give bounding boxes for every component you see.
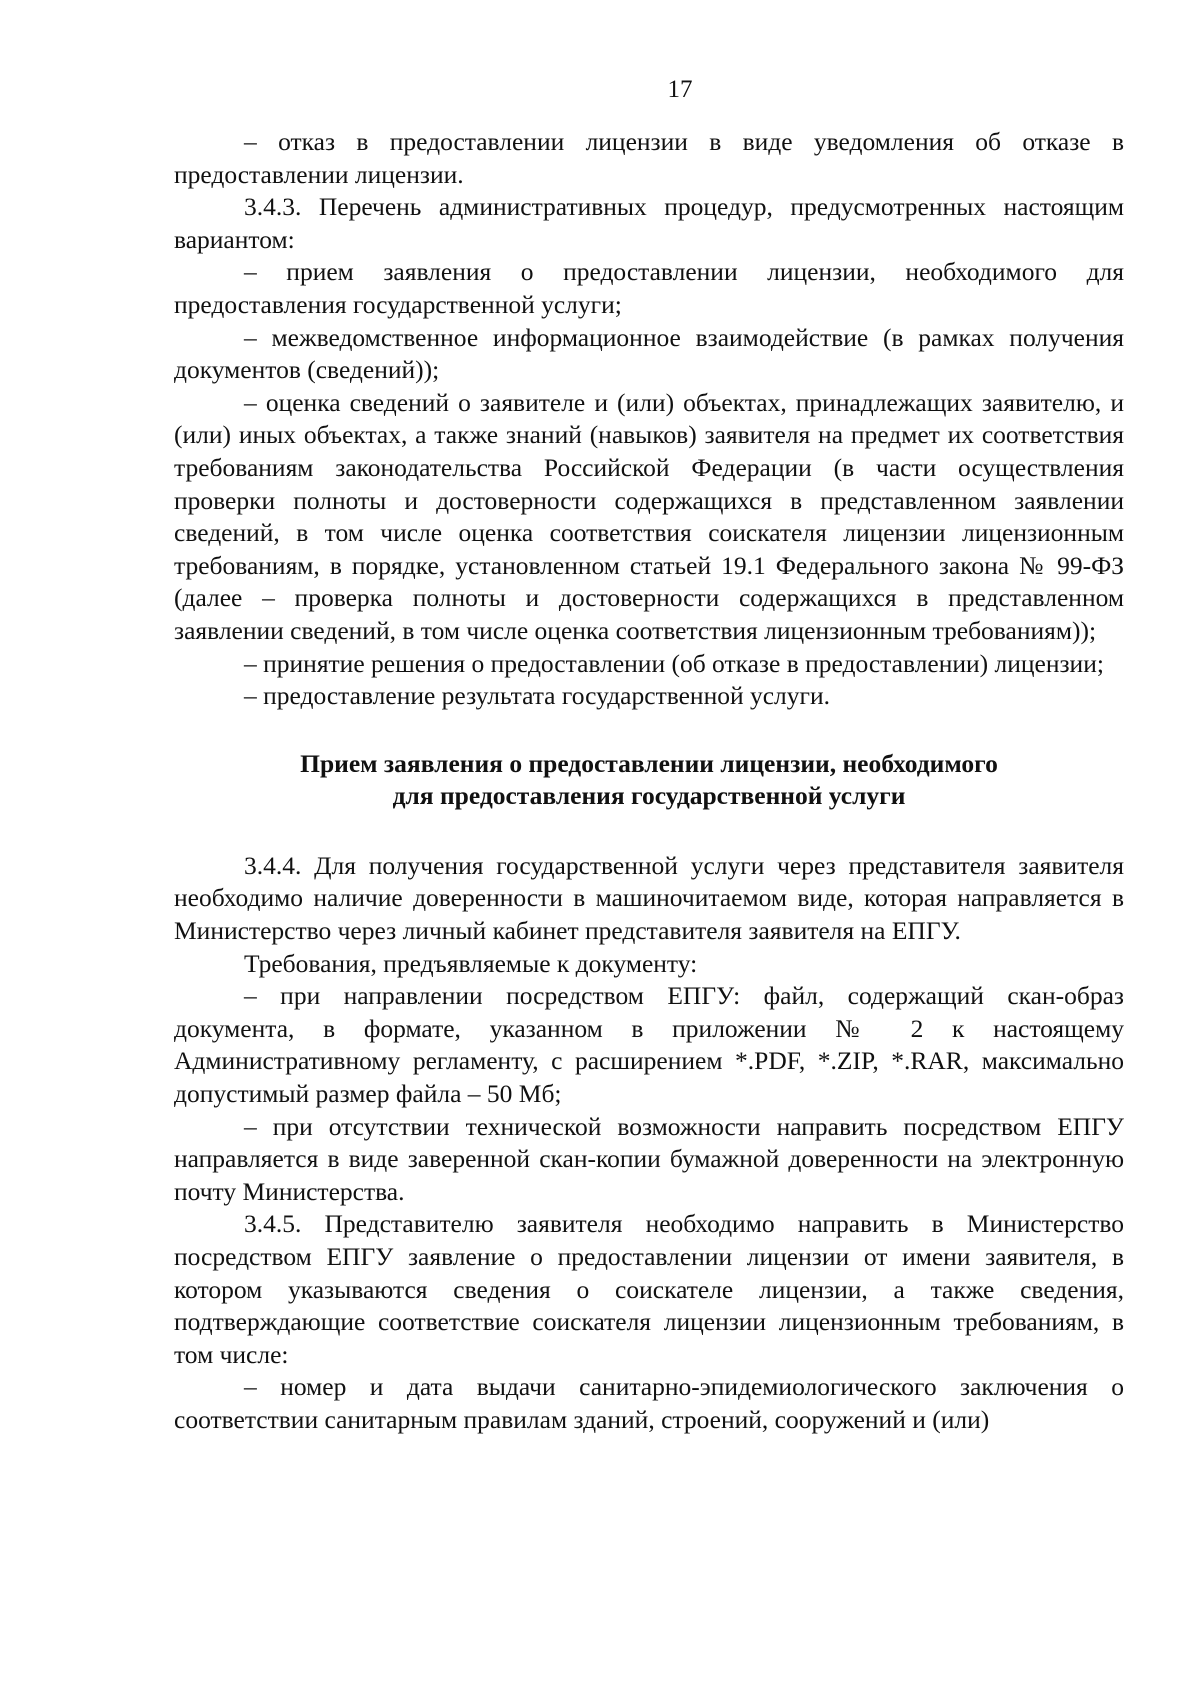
section-heading-line: для предоставления государственной услуги [392, 781, 906, 811]
paragraph: Требования, предъявляемые к документу: [244, 948, 698, 978]
section-heading [174, 748, 1124, 813]
paragraph: – предоставление результата государственной услуги. [244, 681, 831, 711]
paragraph: – прием заявления о предоставлении лицензии, необходимого для предоставления государственной услуги; [174, 257, 1124, 319]
paragraph: – отказ в предоставлении лицензии в виде уведомления об отказе в предоставлении лицензии. [174, 127, 1124, 189]
paragraph: – при отсутствии технической возможности направить посредством ЕПГУ направляется в виде заверенной скан-копии бумажной доверенности на электронную почту Министерства. [174, 1111, 1124, 1206]
paragraph: – принятие решения о предоставлении (об отказе в предоставлении) лицензии; [244, 648, 1104, 678]
paragraph: – оценка сведений о заявителе и (или) объектах, принадлежащих заявителю, и (или) иных объектах, а также знаний (навыков) заявителя на предмет их соответствия требованиям законодательства Российской Федерации (в части осуществления проверки полноты и достоверности содержащихся в представленном заявлении сведений, в том числе оценка соответствия соискателя лицензии лицензионным требованиям, в порядке, установленном статьей 19.1 Федерального закона № 99-ФЗ (далее – проверка полноты и достоверности содержащихся в представленном заявлении сведений, в том числе оценка соответствия лицензионным требованиям)); [174, 387, 1124, 645]
paragraph: 3.4.4. Для получения государственной услуги через представителя заявителя необходимо наличие доверенности в машиночитаемом виде, которая направляется в Министерство через личный кабинет представителя заявителя на ЕПГУ. [174, 850, 1124, 946]
page-number: 17 [667, 76, 693, 103]
paragraph: – номер и дата выдачи санитарно-эпидемиологического заключения о соответствии санитарным правилам зданий, строений, сооружений и (или) [174, 1372, 1124, 1434]
paragraph: 3.4.5. Представителю заявителя необходимо направить в Министерство посредством ЕПГУ заявление о предоставлении лицензии от имени заявителя, в котором указываются сведения о соискателе лицензии, а также сведения, подтверждающие соответствие соискателя лицензии лицензионным требованиям, в том числе: [174, 1209, 1124, 1369]
document-body [174, 126, 1124, 1437]
paragraph: – межведомственное информационное взаимодействие (в рамках получения документов (сведений)); [174, 322, 1124, 385]
paragraph: 3.4.3. Перечень административных процедур, предусмотренных настоящим вариантом: [174, 192, 1124, 254]
paragraph: – при направлении посредством ЕПГУ: файл, содержащий скан-образ документа, в формате, указанном в приложении № 2 к настоящему Административному регламенту, с расширением *.PDF, *.ZIP, *.RAR, максимально допустимый размер файла – 50 Мб; [174, 981, 1124, 1109]
section-heading-line: Прием заявления о предоставлении лицензии, необходимого [300, 748, 998, 778]
